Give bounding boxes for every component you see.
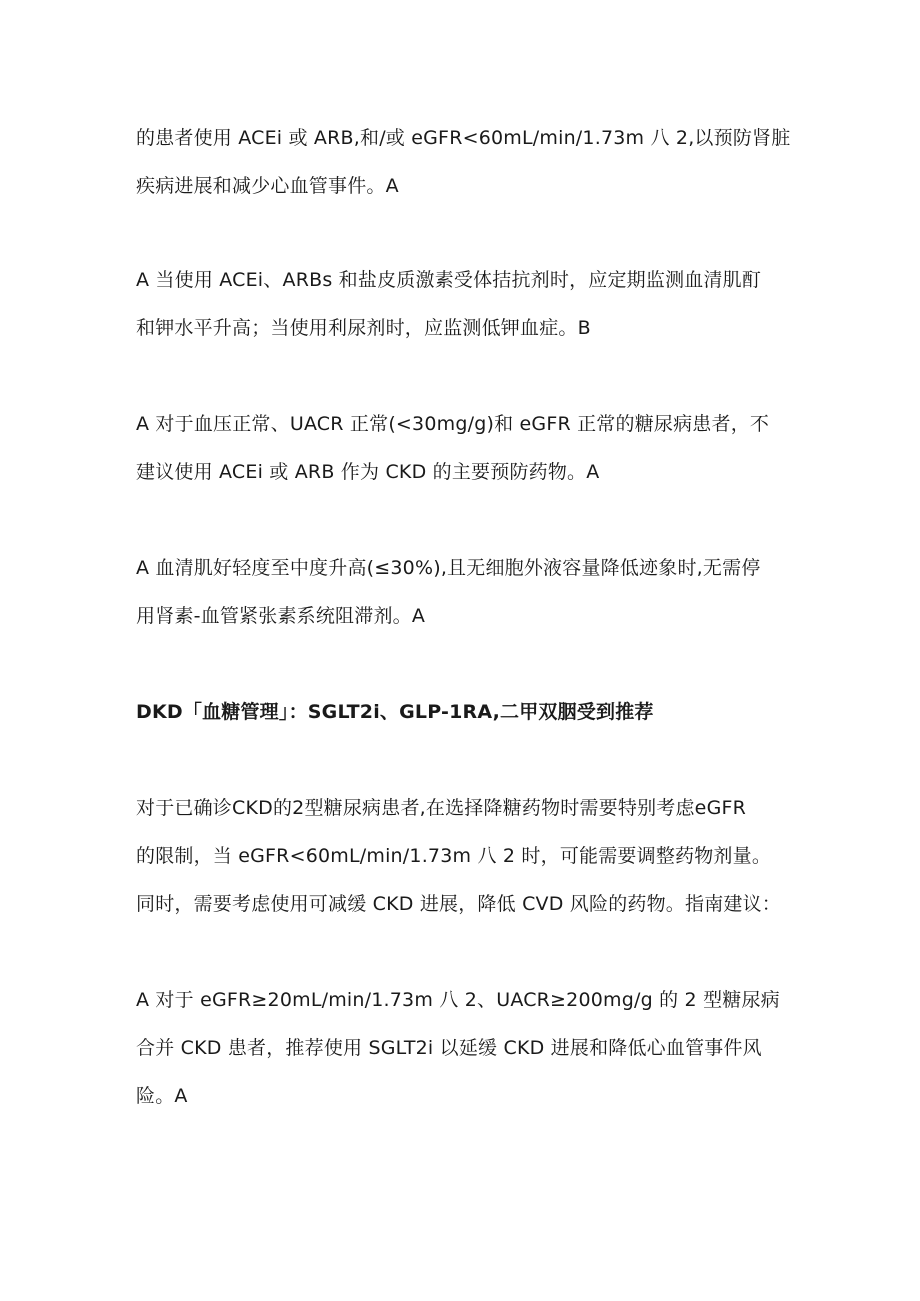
text-line: 险。A [136, 1085, 188, 1107]
text-line: A 对于 eGFR≥20mL/min/1.73m 八 2、UACR≥200mg/g 的 2 型糖尿病 [136, 989, 780, 1011]
text-line: A 血清肌好轻度至中度升高(≤30%),且无细胞外液容量降低迹象时,无需停 [136, 557, 761, 579]
paragraph-t2dm-ckd-drug-selection [136, 784, 796, 928]
text-line: 和钾水平升高；当使用利尿剂时，应监测低钾血症。B [136, 317, 591, 339]
paragraph-acei-arb-ckd-prevention [136, 114, 796, 210]
text-line: 建议使用 ACEi 或 ARB 作为 CKD 的主要预防药物。A [136, 461, 600, 483]
text-line: 的患者使用 ACEi 或 ARB,和/或 eGFR<60mL/min/1.73m 八 2,以预防肾脏 [136, 127, 791, 149]
text-line: 的限制，当 eGFR<60mL/min/1.73m 八 2 时，可能需要调整药物剂量。 [136, 845, 772, 867]
text-line: A 当使用 ACEi、ARBs 和盐皮质激素受体拮抗剂时，应定期监测血清肌酊 [136, 269, 762, 291]
text-line: 用肾素-血管紧张素系统阻滞剂。A [136, 605, 426, 627]
text-line: 对于已确诊CKD的2型糖尿病患者,在选择降糖药物时需要特别考虑eGFR [136, 797, 747, 819]
text-line: 同时，需要考虑使用可减缓 CKD 进展，降低 CVD 风险的药物。指南建议： [136, 893, 782, 915]
paragraph-sglt2i-recommendation [136, 976, 796, 1120]
paragraph-creatinine-rise-continue-ras [136, 544, 796, 640]
paragraph-monitoring-creatinine-potassium [136, 256, 796, 352]
paragraph-normal-bp-no-acei [136, 400, 796, 496]
text-line: 合并 CKD 患者，推荐使用 SGLT2i 以延缓 CKD 进展和降低心血管事件风 [136, 1037, 762, 1059]
heading-line: DKD「血糖管理」：SGLT2i、GLP-1RA,二甲双胭受到推荐 [136, 701, 654, 723]
section-heading-glucose-management [136, 688, 796, 736]
text-line: 疾病进展和减少心血管事件。A [136, 175, 399, 197]
text-line: A 对于血压正常、UACR 正常(<30mg/g)和 eGFR 正常的糖尿病患者，不 [136, 413, 770, 435]
